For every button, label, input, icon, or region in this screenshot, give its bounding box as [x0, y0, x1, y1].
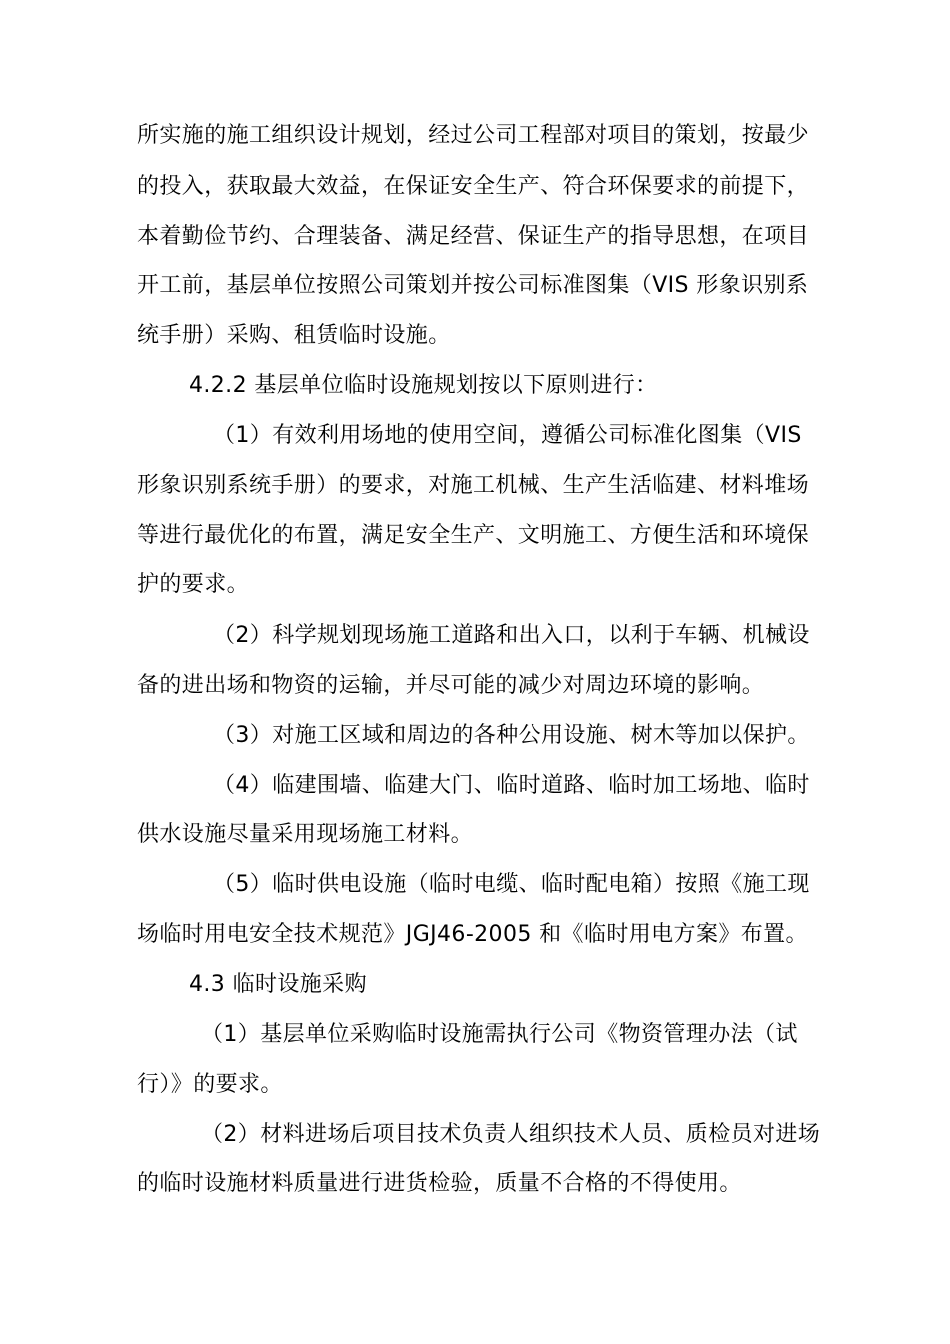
text-line: 所实施的施工组织设计规划，经过公司工程部对项目的策划，按最少 — [137, 123, 810, 148]
text-line: （4）临建围墙、临建大门、临时道路、临时加工场地、临时 — [213, 773, 810, 798]
text-line: 本着勤俭节约、合理装备、满足经营、保证生产的指导思想，在项目 — [137, 224, 810, 249]
text-line: （1）有效利用场地的使用空间，遵循公司标准化图集（VIS — [213, 423, 802, 448]
text-line: 等进行最优化的布置，满足安全生产、文明施工、方便生活和环境保 — [137, 523, 810, 548]
section-heading-4-2-2: 4.2.2 基层单位临时设施规划按以下原则进行： — [189, 373, 658, 398]
text-line: （5）临时供电设施（临时电缆、临时配电箱）按照《施工现 — [213, 872, 810, 897]
text-line: （2）科学规划现场施工道路和出入口，以利于车辆、机械设 — [213, 623, 810, 648]
text-line: 场临时用电安全技术规范》JGJ46-2005 和《临时用电方案》布置。 — [137, 922, 808, 947]
text-line: 形象识别系统手册）的要求，对施工机械、生产生活临建、材料堆场 — [137, 473, 810, 498]
text-line: （2）材料进场后项目技术负责人组织技术人员、质检员对进场 — [201, 1122, 821, 1147]
text-line: （3）对施工区域和周边的各种公用设施、树木等加以保护。 — [213, 723, 810, 748]
text-line: 行）》的要求。 — [137, 1072, 283, 1097]
text-line: （1）基层单位采购临时设施需执行公司《物资管理办法（试 — [201, 1022, 798, 1047]
text-line: 供水设施尽量采用现场施工材料。 — [137, 822, 474, 847]
text-line: 的投入，获取最大效益，在保证安全生产、符合环保要求的前提下， — [137, 174, 810, 199]
text-line: 的临时设施材料质量进行进货检验，质量不合格的不得使用。 — [137, 1171, 742, 1196]
text-line: 统手册）采购、租赁临时设施。 — [137, 323, 451, 348]
text-line: 开工前，基层单位按照公司策划并按公司标准图集（VIS 形象识别系 — [137, 273, 809, 298]
text-line: 备的进出场和物资的运输，并尽可能的减少对周边环境的影响。 — [137, 673, 765, 698]
text-line: 护的要求。 — [137, 572, 250, 597]
section-heading-4-3: 4.3 临时设施采购 — [189, 972, 367, 997]
